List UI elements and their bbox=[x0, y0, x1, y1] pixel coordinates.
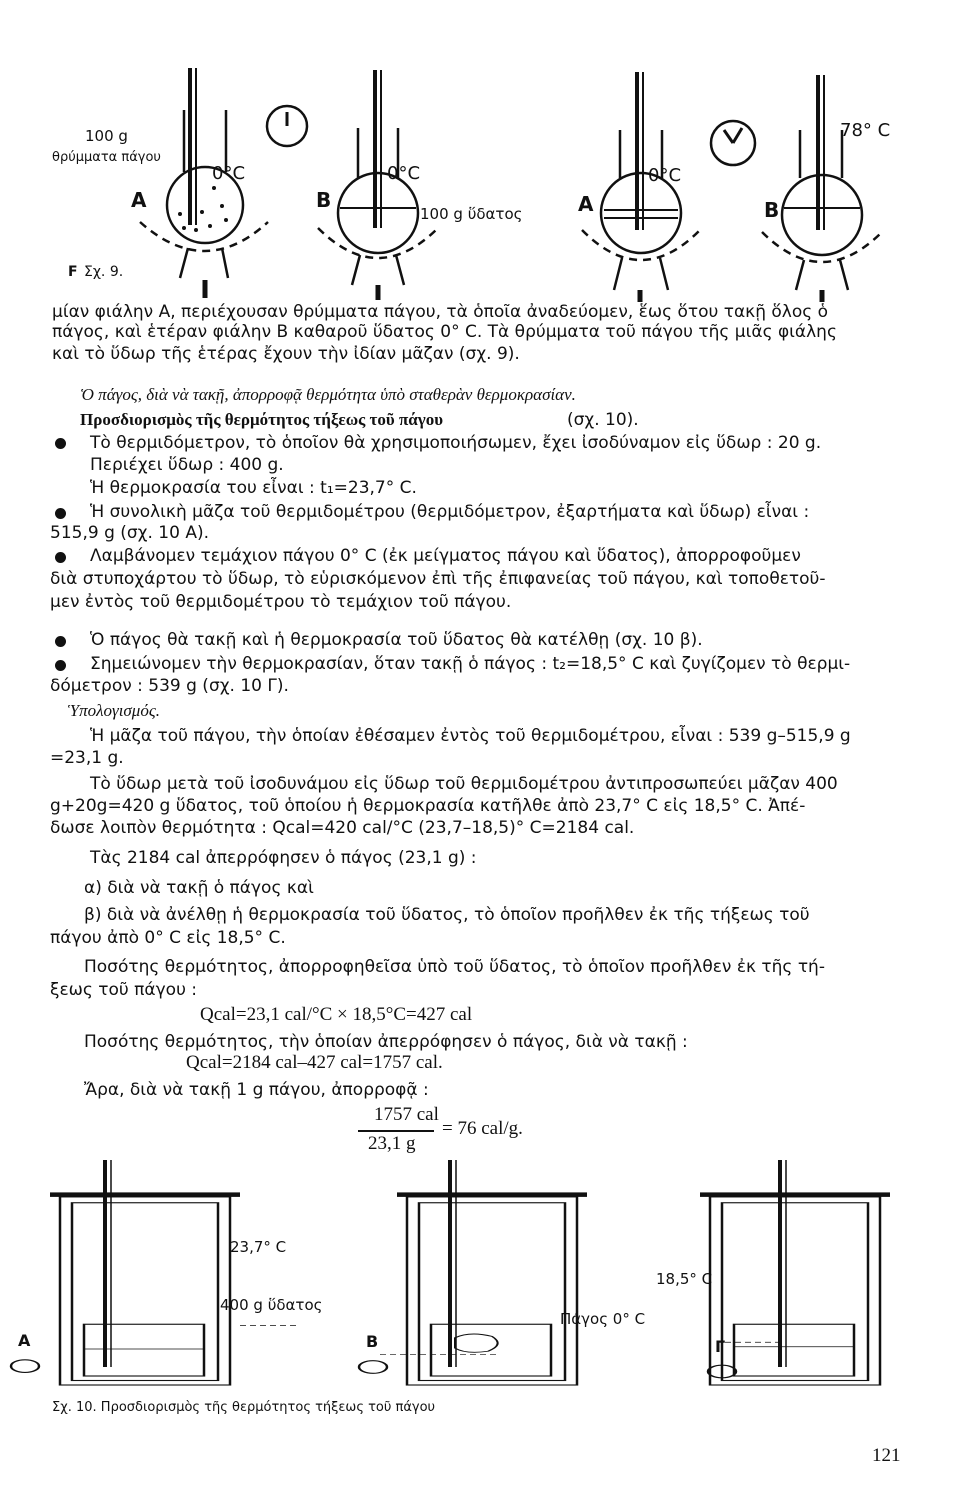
calc-line: α) διὰ νὰ τακῇ ὁ πάγος καὶ bbox=[84, 878, 314, 898]
fig9-temp-a: 0°C bbox=[212, 163, 246, 184]
para1-line: μίαν φιάλην Α, περιέχουσαν θρύμματα πάγου, τὰ ὁποῖα ἀναδεύομεν, ἕως ὅτου τακῇ ὅλος ὁ bbox=[52, 302, 829, 322]
fig9-ice-label: θρύμματα πάγου bbox=[52, 150, 161, 165]
fig9-caption: Σχ. 9. bbox=[84, 264, 124, 280]
step-line: Περιέχει ὕδωρ : 400 g. bbox=[90, 455, 284, 475]
fraction-denominator: 23,1 g bbox=[368, 1133, 416, 1154]
fig10-water: 400 g ὕδατος bbox=[220, 1296, 323, 1314]
step-line: διὰ στυποχάρτου τὸ ὕδωρ, τὸ εὑρισκόμενον ἐπὶ τῆς ἐπιφανείας τοῦ πάγου, καὶ τοποθετοῦ- bbox=[50, 569, 826, 589]
fig9-water-label: 100 g ὕδατος bbox=[420, 205, 523, 223]
calc-line: ξεως τοῦ πάγου : bbox=[50, 980, 198, 1000]
section-heading-ref: (σχ. 10). bbox=[567, 410, 639, 430]
italic-statement: Ὁ πάγος, διὰ νὰ τακῇ, ἀπορροφᾷ θερμότητα ὑπὸ σταθερὰν θερμοκρασίαν. bbox=[80, 385, 576, 404]
fig9-temp-b: 0°C bbox=[387, 163, 421, 184]
calc-equation: Qcal=23,1 cal/°C × 18,5°C=427 cal bbox=[200, 1004, 473, 1025]
calc-heading: Ὑπολογισμός. bbox=[68, 701, 160, 720]
calc-line: =23,1 g. bbox=[50, 748, 124, 768]
calc-equation: Qcal=2184 cal–427 cal=1757 cal. bbox=[186, 1052, 443, 1073]
step-line: Ἡ συνολικὴ μᾶζα τοῦ θερμιδομέτρου (θερμιδόμετρον, ἐξαρτήματα καὶ ὕδωρ) εἶναι : bbox=[90, 502, 810, 522]
step-line: Λαμβάνομεν τεμάχιον πάγου 0° C (ἐκ μείγματος πάγου καὶ ὕδατος), ἀπορροφοῦμεν bbox=[90, 546, 801, 566]
fig9-mark: F bbox=[68, 264, 78, 280]
step-line: μεν ἐντὸς τοῦ θερμιδομέτρου τὸ τεμάχιον τοῦ πάγου. bbox=[50, 592, 512, 612]
fig9-label-a2: A bbox=[578, 192, 594, 216]
fig10-label-a: A bbox=[18, 1331, 31, 1350]
step-line: δόμετρον : 539 g (σχ. 10 Γ). bbox=[50, 676, 289, 696]
fig9-label-a: A bbox=[131, 188, 147, 212]
fig9-temp-b2: 78° C bbox=[840, 120, 891, 141]
calc-line: Τὸ ὕδωρ μετὰ τοῦ ἰσοδυνάμου εἰς ὕδωρ τοῦ θερμιδομέτρου ἀντιπροσωπεύει μᾶζαν 400 bbox=[90, 774, 838, 794]
fig10-ice: Πάγος 0° C bbox=[560, 1310, 646, 1328]
para1-line: πάγος, καὶ ἑτέραν φιάλην Β καθαροῦ ὕδατος 0° C. Τὰ θρύμματα τοῦ πάγου τῆς μιᾶς φιάλης bbox=[52, 322, 837, 342]
page-number: 121 bbox=[872, 1445, 901, 1466]
step-line: Ἡ θερμοκρασία του εἶναι : t₁=23,7° C. bbox=[90, 478, 417, 498]
fraction-result: = 76 cal/g. bbox=[442, 1118, 523, 1139]
calc-line: Ποσότης θερμότητος, ἀπορροφηθεῖσα ὑπὸ τοῦ ὕδατος, τὸ ὁποῖον προῆλθεν ἐκ τῆς τή- bbox=[84, 957, 825, 977]
calc-line: πάγου ἀπὸ 0° C εἰς 18,5° C. bbox=[50, 928, 286, 948]
step-line: Ὁ πάγος θὰ τακῇ καὶ ἡ θερμοκρασία τοῦ ὕδατος θὰ κατέλθῃ (σχ. 10 β). bbox=[90, 630, 703, 650]
calc-line: g+20g=420 g ὕδατος, τοῦ ὁποίου ἡ θερμοκρασία κατῆλθε ἀπὸ 23,7° C εἰς 18,5° C. Ἀπέ- bbox=[50, 796, 806, 816]
fig9-temp-a2: 0°C bbox=[648, 165, 682, 186]
calc-line: Ποσότης θερμότητος, τὴν ὁποίαν ἀπερρόφησεν ὁ πάγος, διὰ νὰ τακῇ : bbox=[84, 1032, 688, 1052]
calc-line: δωσε λοιπὸν θερμότητα : Qcal=420 cal/°C (23,7–18,5)° C=2184 cal. bbox=[50, 818, 635, 838]
calc-line: Τὰς 2184 cal ἀπερρόφησεν ὁ πάγος (23,1 g) : bbox=[90, 848, 477, 868]
step-line: Σημειώνομεν τὴν θερμοκρασίαν, ὅταν τακῇ ὁ πάγος : t₂=18,5° C καὶ ζυγίζομεν τὸ θερμι- bbox=[90, 654, 851, 674]
fig10-temp-a: 23,7° C bbox=[230, 1238, 287, 1256]
fig10-temp-g: 18,5° C bbox=[656, 1270, 713, 1288]
fig10-label-g: Γ bbox=[715, 1337, 726, 1356]
fig10-caption: Σχ. 10. Προσδιορισμὸς τῆς θερμότητος τήξεως τοῦ πάγου bbox=[52, 1400, 436, 1415]
calc-line: β) διὰ νὰ ἀνέλθῃ ἡ θερμοκρασία τοῦ ὕδατος, τὸ ὁποῖον προῆλθεν ἐκ τῆς τήξεως τοῦ bbox=[84, 905, 810, 925]
calc-line: Ἡ μᾶζα τοῦ πάγου, τὴν ὁποίαν ἐθέσαμεν ἐντὸς τοῦ θερμιδομέτρου, εἶναι : 539 g–515,9 g bbox=[90, 726, 851, 746]
step-line: Τὸ θερμιδόμετρον, τὸ ὁποῖον θὰ χρησιμοποιήσωμεν, ἔχει ἰσοδύναμον εἰς ὕδωρ : 20 g. bbox=[90, 433, 822, 453]
fig9-label-b: B bbox=[316, 188, 332, 212]
fig10-label-b: B bbox=[366, 1332, 379, 1351]
fig9-ice-mass: 100 g bbox=[85, 127, 128, 145]
para1-line: καὶ τὸ ὕδωρ τῆς ἑτέρας ἔχουν τὴν ἰδίαν μᾶζαν (σχ. 9). bbox=[52, 344, 520, 364]
fraction-numerator: 1757 cal bbox=[374, 1104, 439, 1125]
step-line: 515,9 g (σχ. 10 A). bbox=[50, 523, 210, 543]
fig9-label-b2: B bbox=[764, 198, 780, 222]
calc-line: Ἄρα, διὰ νὰ τακῇ 1 g πάγου, ἀπορροφᾷ : bbox=[84, 1080, 429, 1100]
section-heading: Προσδιορισμὸς τῆς θερμότητος τήξεως τοῦ πάγου bbox=[80, 410, 444, 429]
